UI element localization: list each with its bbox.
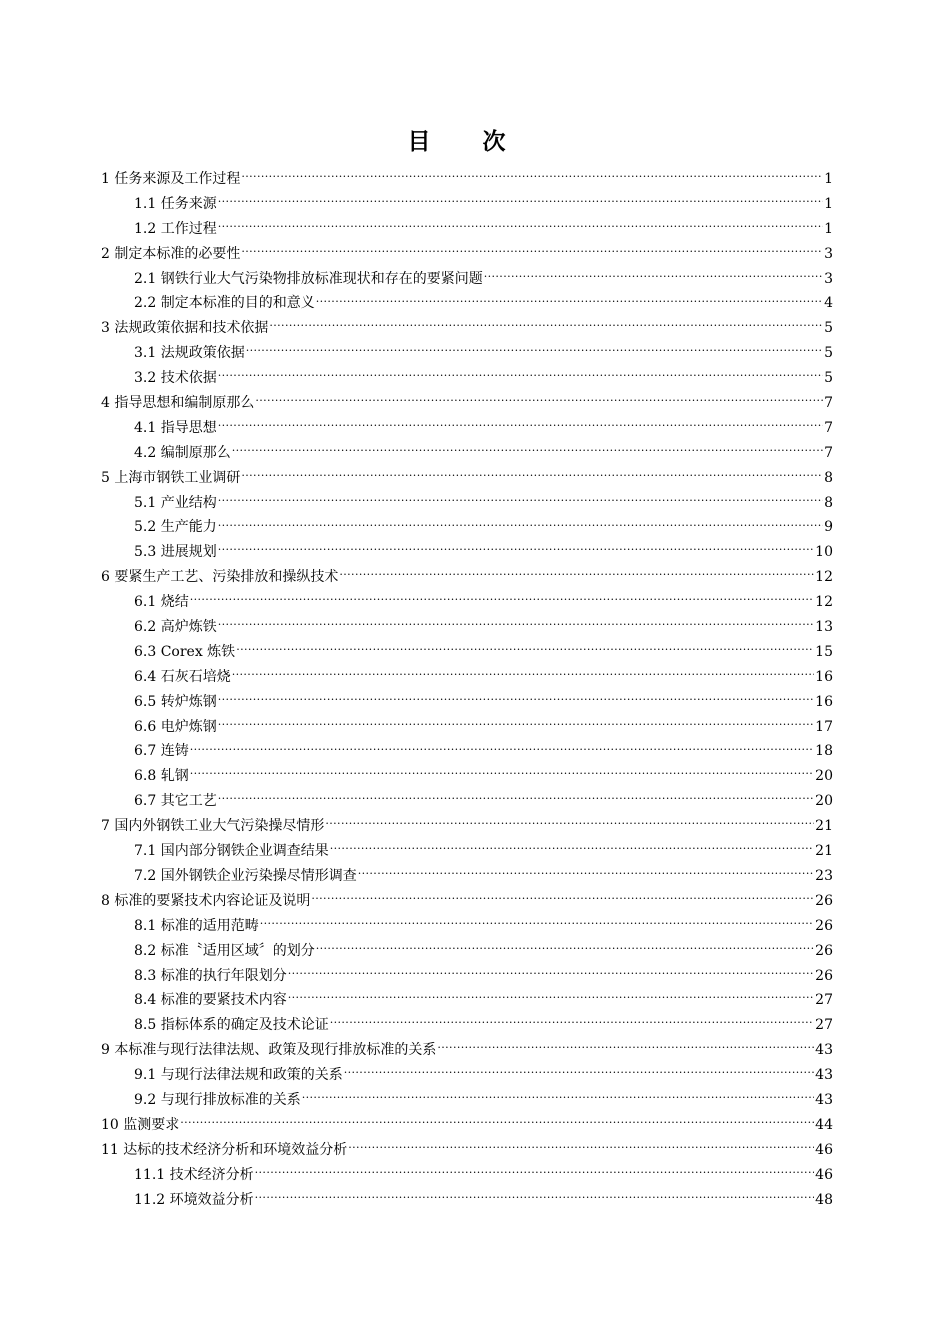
toc-entry[interactable] — [101, 615, 833, 640]
toc-entry[interactable] — [101, 391, 833, 416]
toc-entry-label: 6.5 转炉炼钢 — [134, 693, 217, 710]
toc-entry-page-number: 7 — [824, 419, 833, 436]
dot-leader — [218, 517, 823, 531]
toc-entry-label: 2.1 钢铁行业大气污染物排放标准现状和存在的要紧问题 — [134, 270, 483, 287]
toc-entry[interactable] — [101, 217, 833, 242]
toc-entry[interactable] — [101, 839, 833, 864]
toc-entry[interactable] — [101, 939, 833, 964]
toc-entry[interactable] — [101, 242, 833, 267]
toc-entry-page-number: 21 — [815, 843, 833, 860]
dot-leader — [218, 791, 814, 805]
dot-leader — [325, 816, 814, 830]
toc-entry-label: 4 指导思想和编制原那么 — [101, 395, 255, 412]
dot-leader — [344, 1065, 814, 1079]
toc-entry-label: 5.3 进展规划 — [134, 544, 217, 561]
toc-entry[interactable] — [101, 1088, 833, 1113]
toc-entry-page-number: 8 — [824, 494, 833, 511]
toc-entry-label: 5.1 产业结构 — [134, 494, 217, 511]
toc-entry-label: 4.2 编制原那么 — [134, 444, 231, 461]
dot-leader — [311, 891, 814, 905]
toc-entry[interactable] — [101, 1063, 833, 1088]
toc-entry-label: 6 要紧生产工艺、污染排放和操纵技术 — [101, 569, 339, 586]
dot-leader — [241, 468, 823, 482]
toc-entry[interactable] — [101, 665, 833, 690]
toc-entry[interactable] — [101, 565, 833, 590]
toc-entry-page-number: 18 — [815, 743, 833, 760]
toc-entry-page-number: 15 — [815, 643, 833, 660]
toc-entry[interactable] — [101, 864, 833, 889]
toc-entry-page-number: 16 — [815, 693, 833, 710]
toc-entry[interactable] — [101, 441, 833, 466]
toc-entry-label: 9.2 与现行排放标准的关系 — [134, 1091, 301, 1108]
toc-title: 目 次 — [407, 128, 528, 155]
toc-entry[interactable] — [101, 739, 833, 764]
dot-leader — [316, 941, 814, 955]
toc-entry-label: 6.7 连铸 — [134, 743, 189, 760]
toc-entry-label: 8.1 标准的适用范畴 — [134, 917, 259, 934]
toc-entry-page-number: 9 — [824, 519, 833, 536]
toc-entry[interactable] — [101, 416, 833, 441]
toc-entry-label: 8 标准的要紧技术内容论证及说明 — [101, 892, 311, 909]
toc-entry-page-number: 27 — [815, 992, 833, 1009]
toc-entry-label: 3 法规政策依据和技术依据 — [101, 320, 269, 337]
dot-leader — [339, 567, 814, 581]
toc-entry-page-number: 27 — [815, 1017, 833, 1034]
toc-entry-label: 6.6 电炉炼钢 — [134, 718, 217, 735]
dot-leader — [330, 841, 814, 855]
dot-leader — [218, 194, 823, 208]
toc-entry[interactable] — [101, 540, 833, 565]
dot-leader — [190, 741, 814, 755]
dot-leader — [260, 916, 814, 930]
toc-entry-page-number: 7 — [824, 395, 833, 412]
toc-entry-label: 8.3 标准的执行年限划分 — [134, 967, 287, 984]
dot-leader — [241, 169, 823, 183]
dot-leader — [218, 617, 814, 631]
toc-entry-label: 6.1 烧结 — [134, 594, 189, 611]
toc-entry[interactable] — [101, 291, 833, 316]
dot-leader — [241, 244, 823, 258]
dot-leader — [236, 642, 814, 656]
dot-leader — [302, 1090, 814, 1104]
toc-entry[interactable] — [101, 964, 833, 989]
toc-entry-page-number: 17 — [815, 718, 833, 735]
dot-leader — [232, 443, 823, 457]
toc-entry[interactable] — [101, 914, 833, 939]
toc-entry-page-number: 46 — [815, 1141, 833, 1158]
toc-entry-label: 6.2 高炉炼铁 — [134, 619, 217, 636]
toc-entry[interactable] — [101, 1038, 833, 1063]
toc-entry-label: 6.3 Corex 炼铁 — [134, 643, 236, 660]
dot-leader — [269, 318, 823, 332]
toc-entry-page-number: 20 — [815, 793, 833, 810]
toc-entry-label: 1.1 任务来源 — [134, 195, 217, 212]
toc-entry-page-number: 12 — [815, 569, 833, 586]
toc-entry[interactable] — [101, 341, 833, 366]
dot-leader — [316, 293, 823, 307]
toc-entry-page-number: 43 — [815, 1042, 833, 1059]
toc-entry-label: 9 本标准与现行法律法规、政策及现行排放标准的关系 — [101, 1042, 437, 1059]
toc-entry[interactable] — [101, 640, 833, 665]
toc-entry-page-number: 26 — [815, 917, 833, 934]
dot-leader — [437, 1040, 814, 1054]
toc-entry-label: 2 制定本标准的必要性 — [101, 245, 241, 262]
toc-entry-page-number: 43 — [815, 1067, 833, 1084]
toc-entry-page-number: 5 — [824, 370, 833, 387]
dot-leader — [180, 1115, 814, 1129]
toc-entry[interactable] — [101, 764, 833, 789]
toc-entry[interactable] — [101, 267, 833, 292]
toc-entry-page-number: 1 — [824, 220, 833, 237]
toc-entry-page-number: 1 — [824, 171, 833, 187]
dot-leader — [255, 393, 823, 407]
toc-entry-label: 11.1 技术经济分析 — [134, 1166, 254, 1183]
dot-leader — [218, 418, 823, 432]
toc-entry-label: 5 上海市钢铁工业调研 — [101, 469, 241, 486]
dot-leader — [190, 766, 814, 780]
toc-entry-label: 7.2 国外钢铁企业污染操尽情形调查 — [134, 867, 357, 884]
toc-entry[interactable] — [101, 466, 833, 491]
toc-entry-label: 1 任务来源及工作过程 — [101, 171, 241, 187]
toc-entry[interactable] — [101, 1163, 833, 1188]
toc-entry-page-number: 8 — [824, 469, 833, 486]
toc-entry[interactable] — [101, 889, 833, 914]
toc-entry[interactable] — [101, 515, 833, 540]
toc-entry-page-number: 23 — [815, 867, 833, 884]
toc-entry-label: 10 监测要求 — [101, 1116, 180, 1133]
toc-entry-label: 7.1 国内部分钢铁企业调查结果 — [134, 843, 329, 860]
toc-entry-page-number: 44 — [815, 1116, 833, 1133]
dot-leader — [484, 269, 823, 283]
toc-entry-label: 4.1 指导思想 — [134, 419, 217, 436]
toc-entry-page-number: 3 — [824, 245, 833, 262]
toc-entry-page-number: 4 — [824, 295, 833, 312]
dot-leader — [218, 368, 823, 382]
toc-entry[interactable] — [101, 1113, 833, 1138]
toc-entry-label: 8.4 标准的要紧技术内容 — [134, 992, 287, 1009]
toc-entry-page-number: 13 — [815, 619, 833, 636]
toc-entry-label: 6.7 其它工艺 — [134, 793, 217, 810]
toc-entry-label: 11 达标的技术经济分析和环境效益分析 — [101, 1141, 348, 1158]
toc-entry[interactable] — [101, 316, 833, 341]
toc-entry-page-number: 21 — [815, 818, 833, 835]
dot-leader — [218, 219, 823, 233]
toc-entry-page-number: 5 — [824, 320, 833, 337]
toc-entry-label: 3.1 法规政策依据 — [134, 345, 245, 362]
toc-entry[interactable] — [101, 1013, 833, 1038]
toc-entry-label: 1.2 工作过程 — [134, 220, 217, 237]
toc-entry-label: 6.4 石灰石培烧 — [134, 668, 231, 685]
toc-entry-page-number: 26 — [815, 892, 833, 909]
toc-entry-page-number: 16 — [815, 668, 833, 685]
toc-entry-page-number: 43 — [815, 1091, 833, 1108]
toc-entry-label: 9.1 与现行法律法规和政策的关系 — [134, 1067, 343, 1084]
toc-entry[interactable] — [101, 167, 833, 192]
dot-leader — [358, 866, 814, 880]
toc-entry-page-number: 20 — [815, 768, 833, 785]
toc-entry-label: 2.2 制定本标准的目的和意义 — [134, 295, 315, 312]
dot-leader — [190, 592, 814, 606]
toc-entry-page-number: 26 — [815, 967, 833, 984]
dot-leader — [232, 667, 814, 681]
dot-leader — [218, 493, 823, 507]
toc-entry-page-number: 10 — [815, 544, 833, 561]
dot-leader — [330, 1015, 814, 1029]
toc-entry[interactable] — [101, 366, 833, 391]
toc-entry[interactable] — [101, 690, 833, 715]
toc-entry[interactable] — [101, 789, 833, 814]
toc-entry-page-number: 1 — [824, 195, 833, 212]
dot-leader — [218, 692, 814, 706]
toc-entry-label: 7 国内外钢铁工业大气污染操尽情形 — [101, 818, 325, 835]
toc-entry[interactable] — [101, 988, 833, 1013]
toc-entry[interactable] — [101, 715, 833, 740]
toc-list — [101, 167, 833, 1212]
toc-entry-page-number: 46 — [815, 1166, 833, 1183]
toc-entry-label: 8.2 标准〝适用区域〞的划分 — [134, 942, 315, 959]
toc-entry[interactable] — [101, 491, 833, 516]
toc-entry-page-number: 5 — [824, 345, 833, 362]
dot-leader — [255, 1190, 815, 1204]
dot-leader — [218, 542, 814, 556]
toc-entry-label: 11.2 环境效益分析 — [134, 1191, 254, 1208]
dot-leader — [288, 966, 814, 980]
toc-entry-page-number: 7 — [824, 444, 833, 461]
toc-entry[interactable] — [101, 1188, 833, 1213]
toc-entry-label: 5.2 生产能力 — [134, 519, 217, 536]
toc-entry-label: 3.2 技术依据 — [134, 370, 217, 387]
toc-entry-label: 8.5 指标体系的确定及技术论证 — [134, 1017, 329, 1034]
toc-entry[interactable] — [101, 1138, 833, 1163]
dot-leader — [218, 717, 814, 731]
toc-entry-page-number: 48 — [815, 1191, 833, 1208]
dot-leader — [255, 1165, 815, 1179]
toc-entry-page-number: 12 — [815, 594, 833, 611]
toc-entry-label: 6.8 轧钢 — [134, 768, 189, 785]
dot-leader — [348, 1140, 814, 1154]
toc-entry-page-number: 26 — [815, 942, 833, 959]
dot-leader — [246, 343, 823, 357]
toc-entry-page-number: 3 — [824, 270, 833, 287]
toc-entry[interactable] — [101, 814, 833, 839]
dot-leader — [288, 990, 814, 1004]
toc-entry[interactable] — [101, 590, 833, 615]
toc-entry[interactable] — [101, 192, 833, 217]
